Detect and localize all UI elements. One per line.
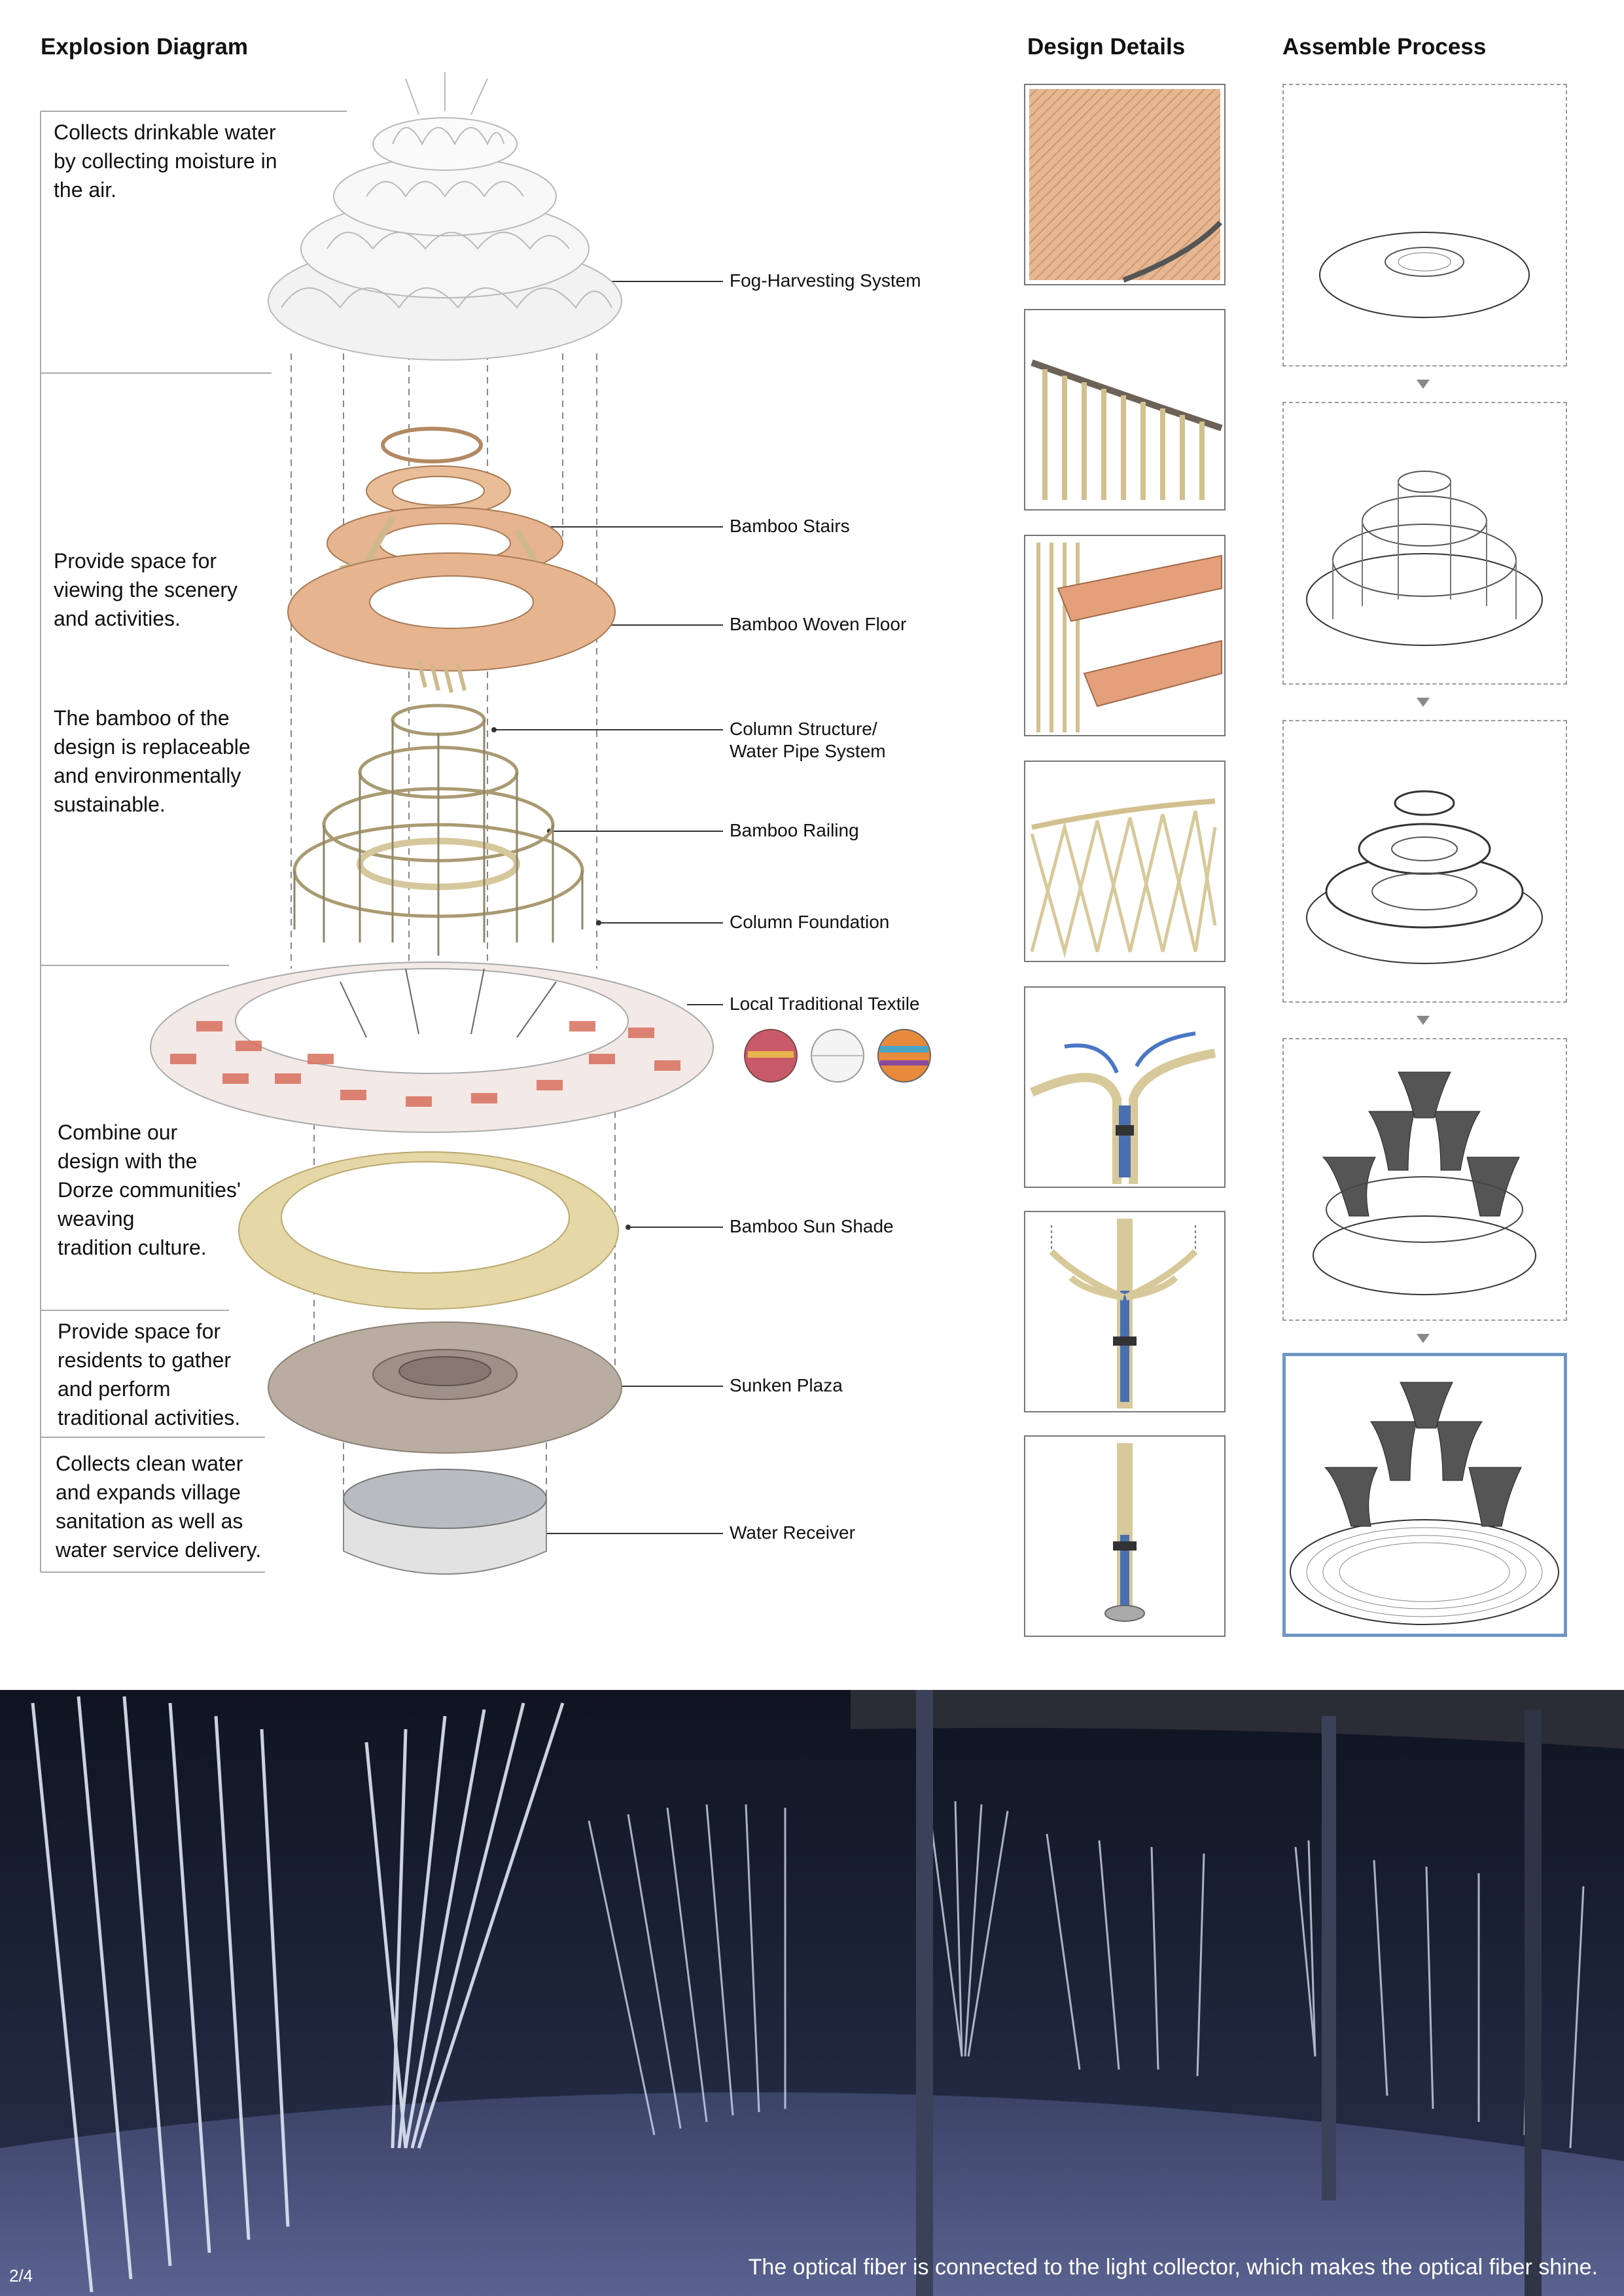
label-column-structure: Column Structure/ Water Pipe System	[730, 719, 886, 761]
detail-railing	[1024, 309, 1226, 511]
label-bamboo-stairs: Bamboo Stairs	[730, 516, 850, 536]
label-bamboo-sun-shade: Bamboo Sun Shade	[730, 1216, 894, 1236]
assemble-arrow-1	[1417, 380, 1430, 389]
explosion-diagram-heading: Explosion Diagram	[41, 34, 249, 60]
detail-column-base	[1024, 1435, 1226, 1637]
fog-harvesting-illustration	[268, 72, 622, 360]
optical-fiber-night-render	[0, 1690, 1624, 2296]
assemble-process-heading: Assemble Process	[1282, 34, 1487, 60]
textile-roof-illustration	[150, 962, 713, 1132]
label-column-foundation: Column Foundation	[730, 912, 890, 932]
photo-caption: The optical fiber is connected to the light collector, which makes the optical fiber shine.	[748, 2255, 1598, 2280]
label-local-traditional-textile: Local Traditional Textile	[730, 994, 920, 1014]
description-bamboo-sustainable: The bamboo of the design is replaceable and environmentally sustainable.	[54, 706, 251, 816]
label-bamboo-railing: Bamboo Railing	[730, 820, 859, 840]
label-water-receiver: Water Receiver	[730, 1522, 855, 1543]
description-viewing-space: Provide space for viewing the scenery and activities.	[54, 549, 238, 630]
label-fog-harvesting-system: Fog-Harvesting System	[730, 270, 921, 291]
description-clean-water: Collects clean water and expands village sanitation as well as water service delivery.	[56, 1452, 262, 1562]
exploded-structure-illustration	[0, 0, 981, 1604]
description-gathering-space: Provide space for residents to gather and perform traditional activities.	[58, 1319, 241, 1429]
textile-swatch-orange	[878, 1030, 930, 1082]
assemble-arrow-2	[1417, 698, 1430, 707]
assemble-arrow-3	[1417, 1016, 1430, 1025]
assemble-arrow-4	[1417, 1334, 1430, 1343]
detail-water-collection	[1024, 986, 1226, 1188]
design-details-heading: Design Details	[1027, 34, 1186, 60]
column-structure-illustration	[294, 706, 582, 956]
sunken-plaza-illustration	[268, 1322, 622, 1453]
detail-branching-column	[1024, 1211, 1226, 1412]
detail-stairs	[1024, 535, 1226, 736]
assemble-step-3	[1282, 720, 1567, 1003]
detail-column-lattice	[1024, 761, 1226, 962]
assemble-step-1	[1282, 84, 1567, 367]
bamboo-woven-floor-illustration	[288, 553, 615, 692]
description-weaving-culture: Combine our design with the Dorze communities' weaving tradition culture.	[58, 1121, 241, 1259]
water-receiver-illustration	[344, 1469, 546, 1574]
assemble-step-4	[1282, 1038, 1567, 1321]
assemble-step-final	[1282, 1353, 1567, 1637]
label-sunken-plaza: Sunken Plaza	[730, 1375, 843, 1395]
page-number: 2/4	[9, 2266, 33, 2286]
assemble-step-2	[1282, 402, 1567, 685]
detail-woven-floor	[1024, 84, 1226, 285]
textile-swatches	[743, 1026, 932, 1085]
description-fog-harvesting: Collects drinkable water by collecting moisture in the air.	[54, 120, 277, 202]
bamboo-sun-shade-illustration	[239, 1152, 618, 1309]
label-bamboo-woven-floor: Bamboo Woven Floor	[730, 614, 907, 634]
